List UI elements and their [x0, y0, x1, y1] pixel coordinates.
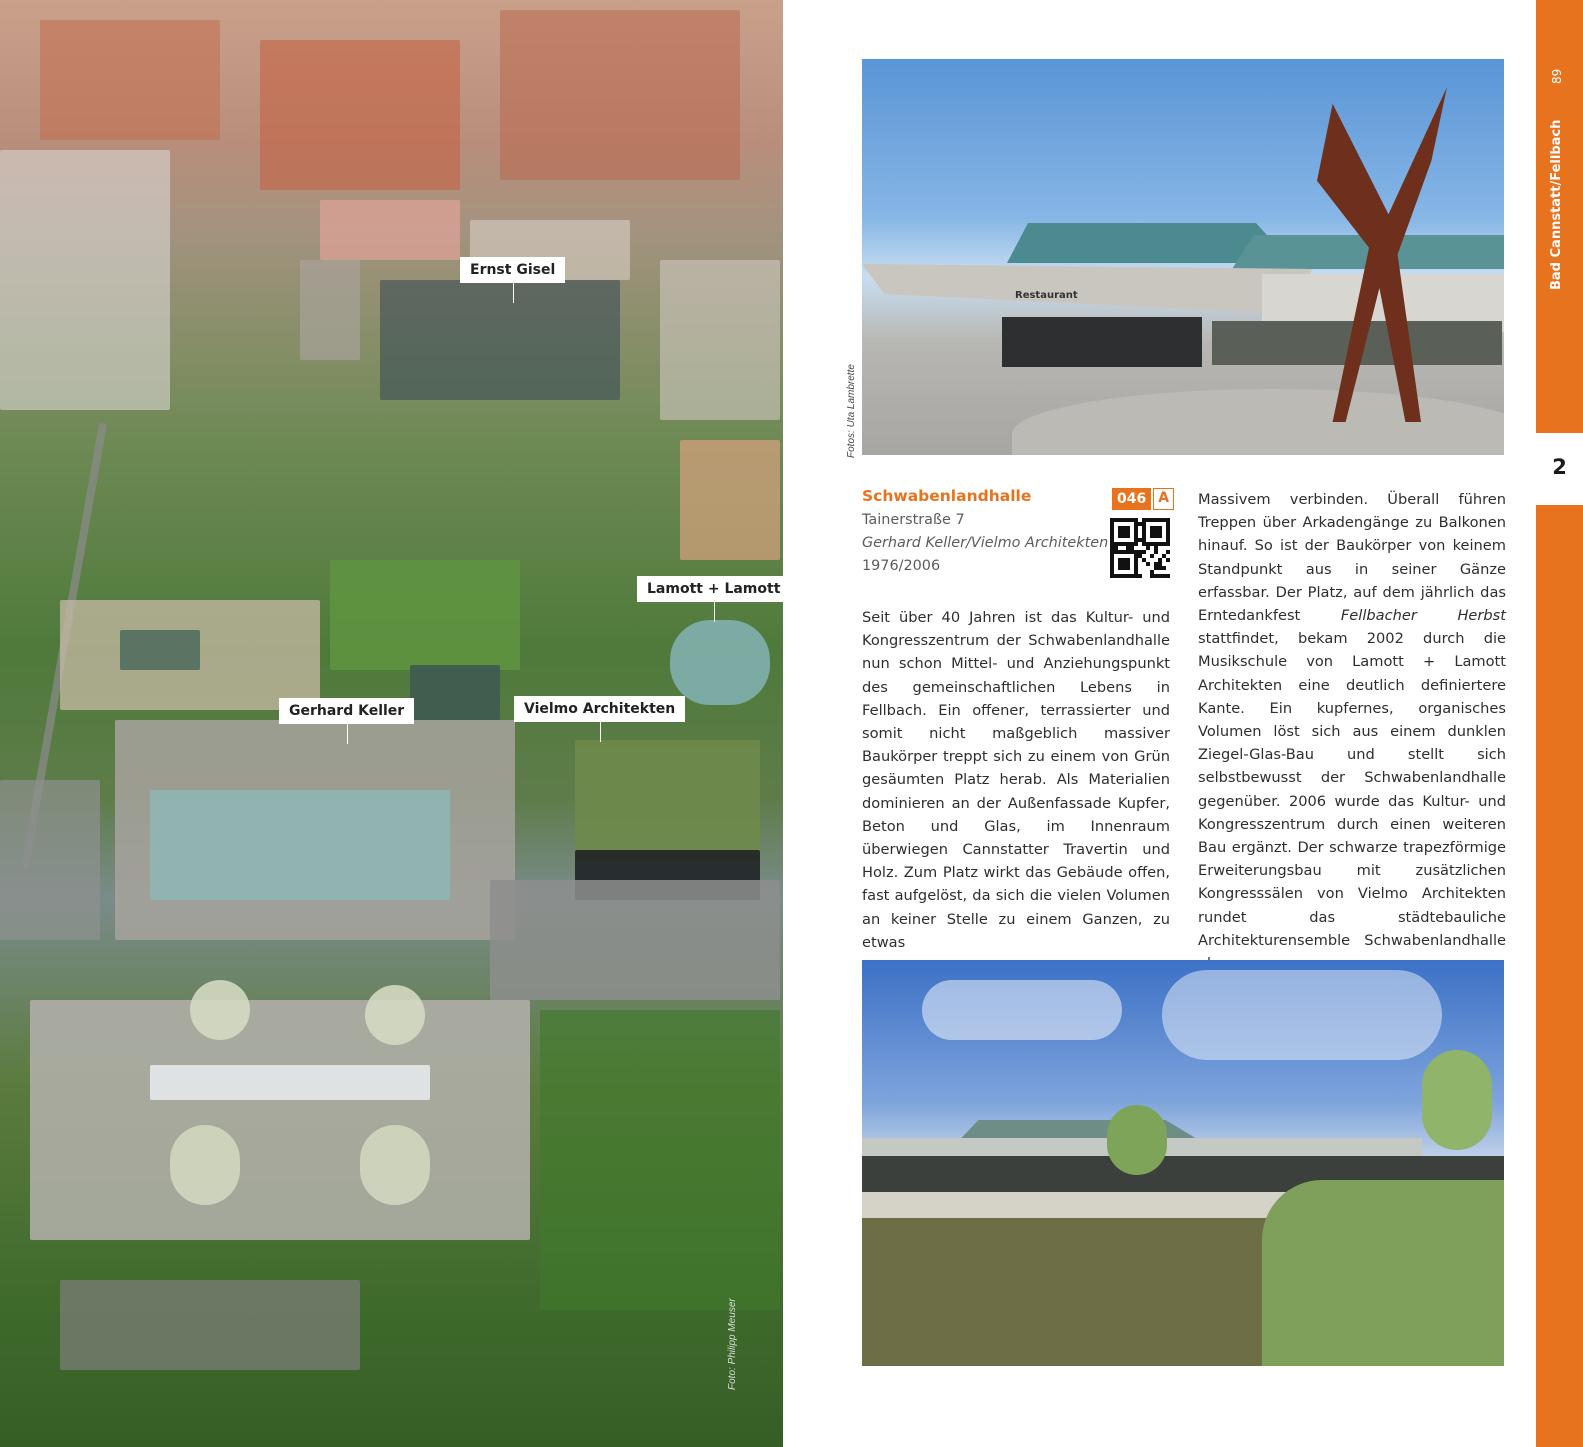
body-text-column-1: Seit über 40 Jahren ist das Kultur- und Kongresszentrum der Schwabenlandhalle nun schon Mittel- und Anziehungspunkt des gemeinschaftlichen Lebens in Fellbach. Ein offener, terrassierter und somit nicht maßgeblich massiver Baukörper treppt sich zu einem von Grün gesäumten Platz herab. Als Materialien dominieren an der Außenfassade Kupfer, Beton und Glas, im Innenraum überwiegen Cannstatter Travertin und Holz. Zum Platz wirkt das Gebäude offen, fast aufgelöst, da sich die vielen Volumen an keiner Stelle zu einem Ganzen, zu etwas	[862, 609, 1170, 951]
body-text-column-2	[1198, 488, 1506, 975]
aerial-photo	[0, 0, 783, 1447]
page-number: 89	[1550, 68, 1564, 84]
entry-number: 046	[1112, 488, 1151, 510]
section-name: Bad Cannstatt/Fellbach	[1549, 119, 1564, 290]
entry-years: 1976/2006	[862, 558, 941, 574]
callout-lamott: Lamott + Lamott	[637, 576, 783, 602]
body-text-festival: Fellbacher Herbst	[1340, 607, 1506, 625]
photo-schwabenlandhalle-entrance	[862, 59, 1504, 455]
photo-schwabenlandhalle-pond	[862, 960, 1504, 1366]
restaurant-sign: Restaurant	[1015, 290, 1078, 301]
callout-ernst-gisel: Ernst Gisel	[460, 257, 565, 283]
entry-architects: Gerhard Keller/Vielmo Architekten	[862, 535, 1109, 551]
qr-code[interactable]	[1110, 518, 1170, 578]
entry-badge	[1112, 488, 1174, 510]
chapter-number: 2	[1552, 455, 1567, 479]
callout-gerhard-keller: Gerhard Keller	[279, 698, 414, 724]
entry-title: Schwabenlandhalle	[862, 487, 1032, 505]
entry-category: A	[1153, 488, 1174, 510]
body-text-part: stattfindet, bekam 2002 durch die Musikschule von Lamott + Lamott Architekten eine deutlich definiertere Kante. Ein kupfernes, organisches Volumen löst sich aus einem dunklen Ziegel-Glas-Bau und stellt sich selbstbewusst der Schwabenlandhalle gegenüber. 2006 wurde das Kultur- und Kongresszentrum durch einen weiteren Bau ergänzt. Der schwarze trapezförmige Erweiterungsbau mit zusätzlichen Kongresssälen von Vielmo Architekten rundet das städtebauliche Architekturensemble Schwabenlandhalle	[1198, 630, 1506, 949]
photos-credit: Fotos: Uta Lambrette	[846, 364, 857, 458]
entry-address: Tainerstraße 7	[862, 512, 965, 528]
aerial-photo-credit: Foto: Philipp Meuser	[727, 1298, 738, 1390]
body-text-part: Massivem verbinden. Überall führen Treppen über Arkadengänge zu Balkonen hinauf. So ist der Baukörper von keinem Standpunkt aus in seiner Gänze erfassbar. Der Platz, auf dem jährlich das Erntedankfest	[1198, 491, 1506, 625]
callout-vielmo: Vielmo Architekten	[514, 696, 685, 722]
